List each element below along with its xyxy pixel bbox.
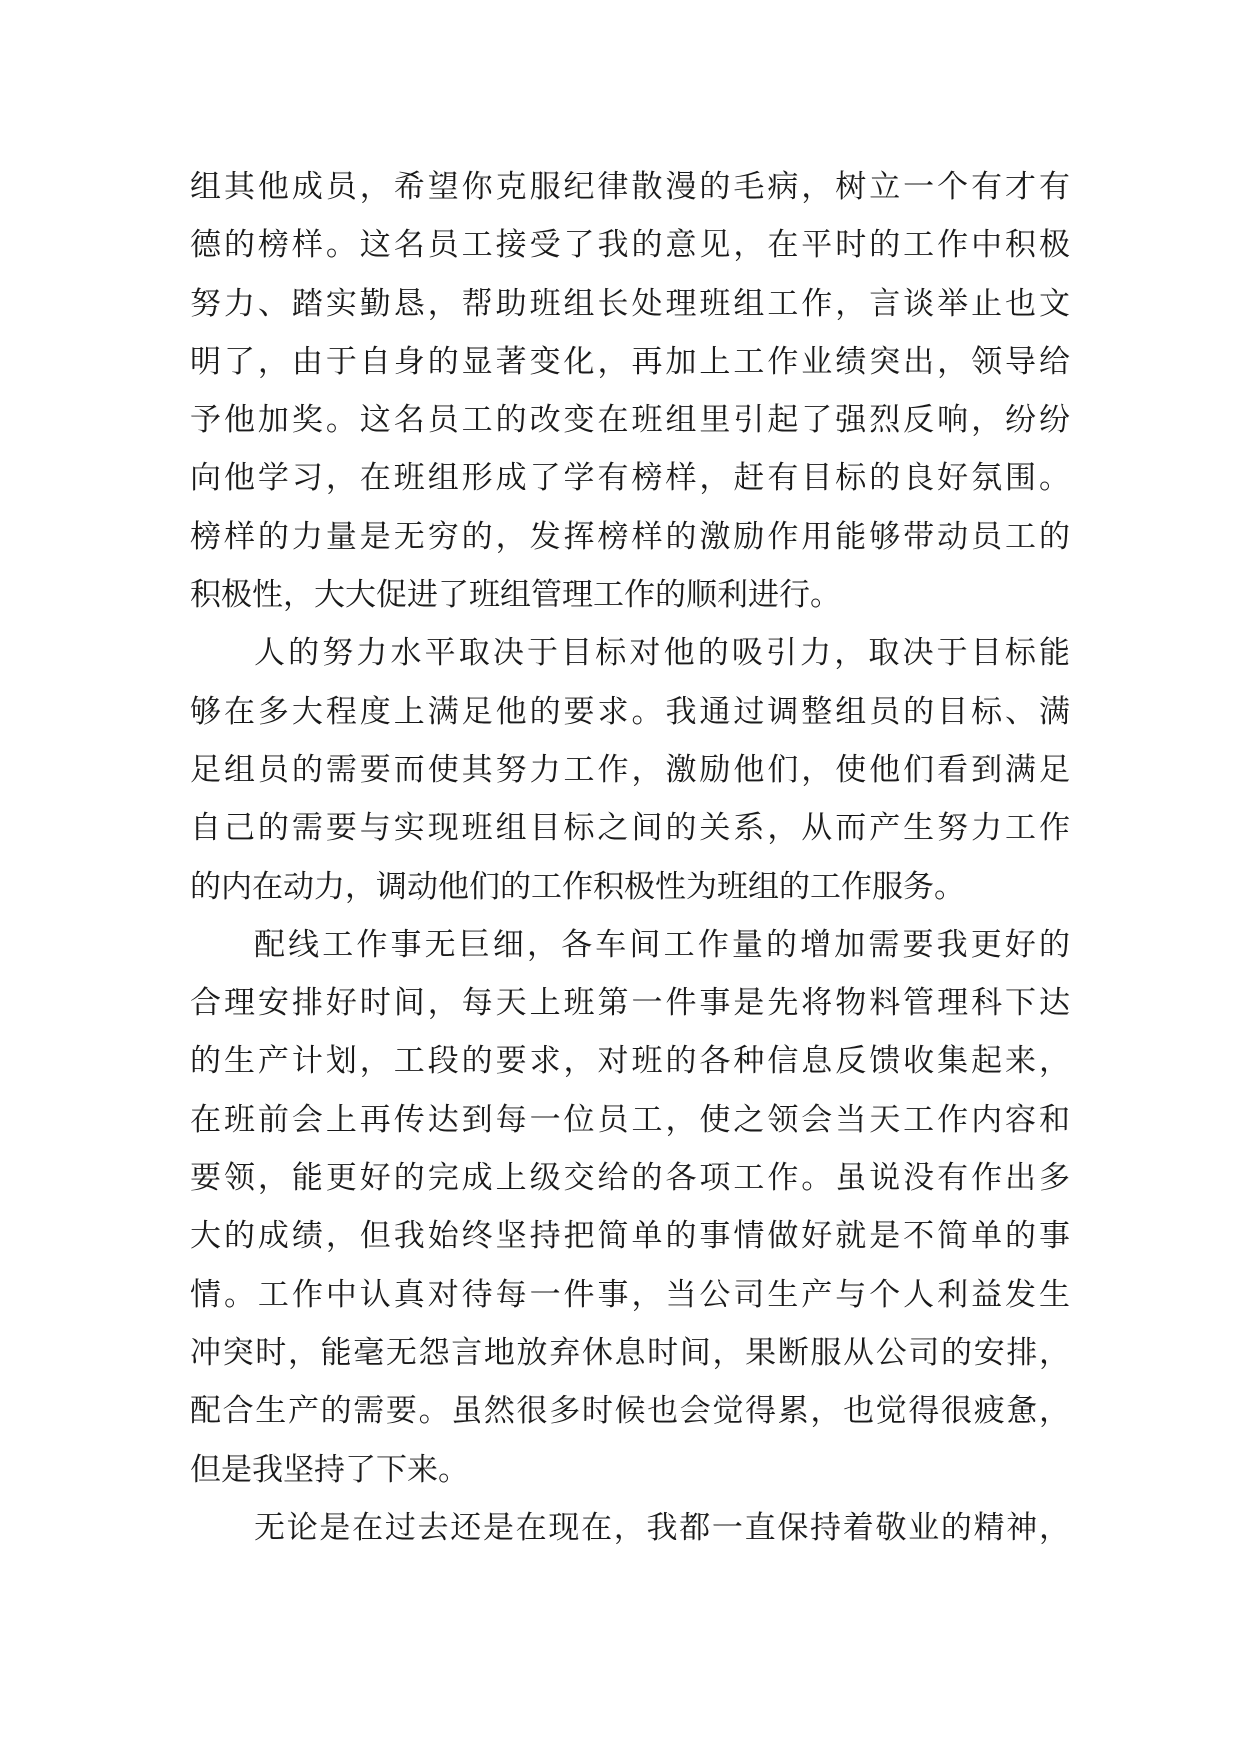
text-line: 要领，能更好的完成上级交给的各项工作。虽说没有作出多 [190, 1160, 1070, 1197]
text-line: 配合生产的需要。虽然很多时候也会觉得累，也觉得很疲惫， [190, 1393, 1070, 1430]
text-line: 的生产计划，工段的要求，对班的各种信息反馈收集起来， [190, 1043, 1070, 1080]
paragraph-first-line: 人的努力水平取决于目标对他的吸引力，取决于目标能 [254, 635, 1070, 672]
text-line: 积极性，大大促进了班组管理工作的顺利进行。 [190, 577, 841, 614]
text-line: 合理安排好时间，每天上班第一件事是先将物料管理科下达 [190, 985, 1070, 1022]
paragraph-first-line: 无论是在过去还是在现在，我都一直保持着敬业的精神， [254, 1509, 1070, 1546]
text-line: 但是我坚持了下来。 [190, 1451, 469, 1488]
text-line: 榜样的力量是无穷的，发挥榜样的激励作用能够带动员工的 [190, 518, 1070, 555]
text-line: 向他学习，在班组形成了学有榜样，赶有目标的良好氛围。 [190, 460, 1070, 497]
text-line: 在班前会上再传达到每一位员工，使之领会当天工作内容和 [190, 1101, 1070, 1138]
text-line: 努力、踏实勤恳，帮助班组长处理班组工作，言谈举止也文 [190, 285, 1070, 322]
body-text [190, 158, 1070, 1557]
text-line: 冲突时，能毫无怨言地放弃休息时间，果断服从公司的安排， [190, 1334, 1070, 1371]
text-line: 予他加奖。这名员工的改变在班组里引起了强烈反响，纷纷 [190, 402, 1070, 439]
text-line: 自己的需要与实现班组目标之间的关系，从而产生努力工作 [190, 810, 1070, 847]
text-line: 大的成绩，但我始终坚持把简单的事情做好就是不简单的事 [190, 1218, 1070, 1255]
text-line: 够在多大程度上满足他的要求。我通过调整组员的目标、满 [190, 693, 1070, 730]
text-line: 的内在动力，调动他们的工作积极性为班组的工作服务。 [190, 868, 965, 905]
text-line: 足组员的需要而使其努力工作，激励他们，使他们看到满足 [190, 751, 1070, 788]
text-line: 情。工作中认真对待每一件事，当公司生产与个人利益发生 [190, 1276, 1070, 1313]
text-line: 明了，由于自身的显著变化，再加上工作业绩突出，领导给 [190, 343, 1070, 380]
paragraph-first-line: 配线工作事无巨细，各车间工作量的增加需要我更好的 [254, 926, 1070, 963]
text-line: 德的榜样。这名员工接受了我的意见，在平时的工作中积极 [190, 227, 1070, 264]
text-line: 组其他成员，希望你克服纪律散漫的毛病，树立一个有才有 [190, 169, 1070, 205]
